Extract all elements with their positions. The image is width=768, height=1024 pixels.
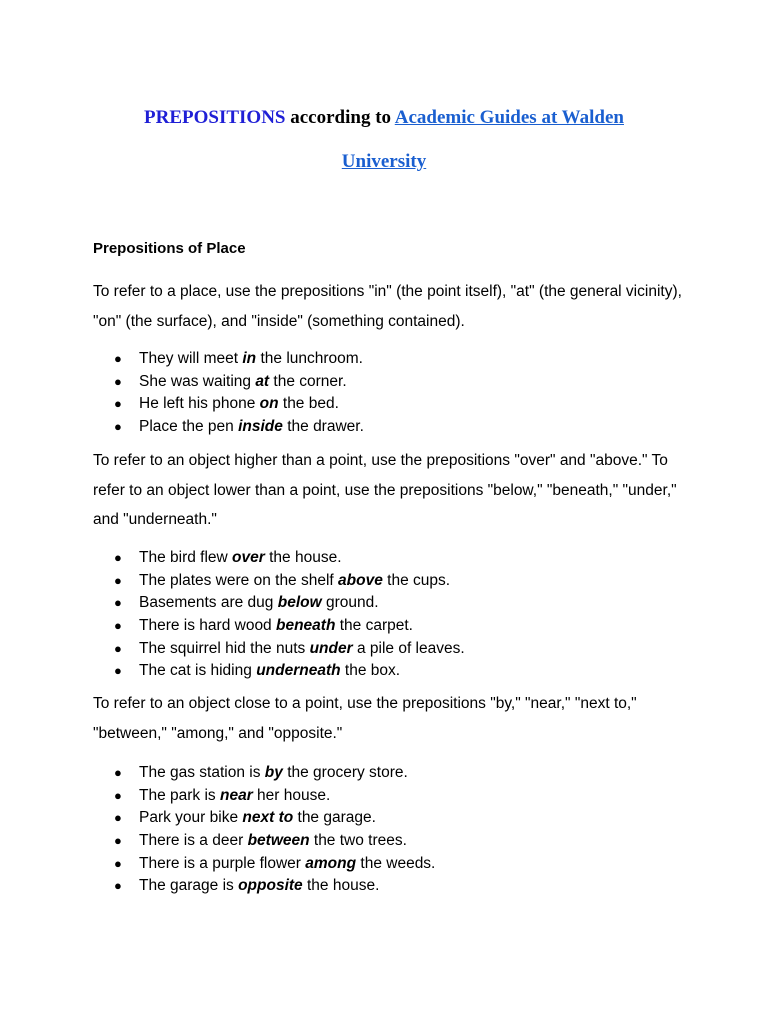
- list-item: [114, 638, 465, 661]
- list-item: [114, 830, 435, 853]
- example-text: the cups.: [382, 571, 451, 589]
- list-item: [114, 807, 435, 830]
- example-text: the house.: [302, 877, 380, 895]
- preposition-emphasis: by: [264, 764, 283, 781]
- example-text: the two trees.: [309, 832, 407, 850]
- preposition-emphasis: next to: [242, 809, 294, 827]
- example-text: the carpet.: [335, 617, 413, 635]
- example-text: She was waiting: [139, 372, 256, 390]
- bullet-icon: ●: [114, 419, 122, 435]
- example-text: He left his phone: [139, 395, 260, 413]
- bullet-icon: ●: [114, 878, 122, 894]
- preposition-emphasis: opposite: [238, 877, 303, 895]
- example-text: the weeds.: [356, 854, 436, 872]
- preposition-emphasis: among: [305, 854, 357, 872]
- paragraph-place: To refer to a place, use the prepositions "in" (the point itself), "at" (the general vicinity), "on" (the surface), and "inside" (something contained).: [93, 283, 682, 330]
- example-text: the grocery store.: [282, 764, 408, 781]
- example-text: the house.: [264, 549, 342, 566]
- example-text: The cat is hiding: [139, 662, 257, 680]
- list-item: [114, 348, 364, 371]
- list-item: [114, 875, 435, 898]
- example-text: The park is: [139, 786, 220, 804]
- bullet-icon: ●: [114, 373, 122, 389]
- bullet-icon: ●: [114, 810, 122, 826]
- source-link[interactable]: Academic Guides at Walden: [394, 107, 624, 128]
- preposition-emphasis: at: [255, 372, 270, 390]
- bullet-icon: ●: [114, 550, 122, 565]
- bullet-icon: ●: [114, 351, 122, 366]
- preposition-emphasis: inside: [238, 418, 283, 436]
- example-text: the lunchroom.: [256, 350, 363, 367]
- preposition-emphasis: near: [219, 786, 253, 804]
- list-item: [114, 592, 465, 615]
- example-text: Place the pen: [139, 418, 239, 436]
- list-item: [114, 785, 435, 808]
- preposition-emphasis: on: [259, 395, 279, 413]
- example-text: There is a purple flower: [139, 854, 306, 872]
- bullet-icon: ●: [114, 663, 122, 679]
- title-keyword: PREPOSITIONS: [144, 107, 286, 128]
- bullet-icon: ●: [114, 595, 122, 611]
- bullet-icon: ●: [114, 640, 122, 656]
- preposition-emphasis: over: [232, 549, 265, 566]
- list-item: [114, 853, 435, 876]
- preposition-emphasis: in: [242, 350, 257, 367]
- preposition-emphasis: below: [277, 594, 322, 612]
- example-list-higher-lower: [114, 547, 465, 683]
- paragraph-higher-lower: To refer to an object higher than a point, use the prepositions "over" and "above." To refer to an object lower than a point, use the prepositions "below," "beneath," "under," and "underneath.": [93, 452, 677, 528]
- example-text: There is a deer: [139, 832, 248, 850]
- example-text: her house.: [252, 786, 331, 804]
- example-text: Basements are dug: [139, 594, 278, 612]
- title-connector: according to: [285, 107, 395, 128]
- example-text: The garage is: [139, 877, 239, 895]
- bullet-icon: ●: [114, 833, 122, 849]
- example-text: a pile of leaves.: [352, 639, 465, 657]
- bullet-icon: ●: [114, 765, 122, 780]
- preposition-emphasis: above: [338, 571, 383, 589]
- example-list-place: [114, 348, 364, 439]
- source-link-continued[interactable]: University: [341, 151, 427, 172]
- example-text: The plates were on the shelf: [139, 571, 339, 589]
- example-text: the corner.: [269, 372, 347, 390]
- bullet-icon: ●: [114, 396, 122, 412]
- example-list-close-to: [114, 762, 435, 898]
- list-item: [114, 416, 364, 439]
- list-item: [114, 762, 435, 785]
- example-text: The squirrel hid the nuts: [139, 639, 310, 657]
- paragraph-close-to: To refer to an object close to a point, use the prepositions "by," "near," "next to," "between," "among," and "opposite.": [93, 695, 637, 742]
- example-text: ground.: [321, 594, 379, 612]
- example-text: The gas station is: [139, 764, 265, 781]
- list-item: [114, 371, 364, 394]
- bullet-icon: ●: [114, 787, 122, 803]
- preposition-emphasis: underneath: [256, 662, 341, 680]
- bullet-icon: ●: [114, 572, 122, 588]
- preposition-emphasis: under: [309, 639, 353, 657]
- example-text: The bird flew: [139, 549, 233, 566]
- example-text: Park your bike: [139, 809, 243, 827]
- example-text: the garage.: [293, 809, 376, 827]
- example-text: the drawer.: [282, 418, 364, 436]
- list-item: [114, 660, 465, 683]
- section-heading: Prepositions of Place: [93, 240, 246, 257]
- list-item: [114, 570, 465, 593]
- example-text: the box.: [340, 662, 401, 680]
- example-text: There is hard wood: [139, 617, 276, 635]
- preposition-emphasis: between: [247, 832, 310, 850]
- example-text: They will meet: [139, 350, 243, 367]
- bullet-icon: ●: [114, 855, 122, 871]
- list-item: [114, 547, 465, 570]
- bullet-icon: ●: [114, 618, 122, 634]
- document-title-continued: [0, 150, 768, 174]
- list-item: [114, 615, 465, 638]
- preposition-emphasis: beneath: [276, 617, 336, 635]
- document-title: [0, 106, 768, 130]
- example-text: the bed.: [278, 395, 339, 413]
- list-item: [114, 393, 364, 416]
